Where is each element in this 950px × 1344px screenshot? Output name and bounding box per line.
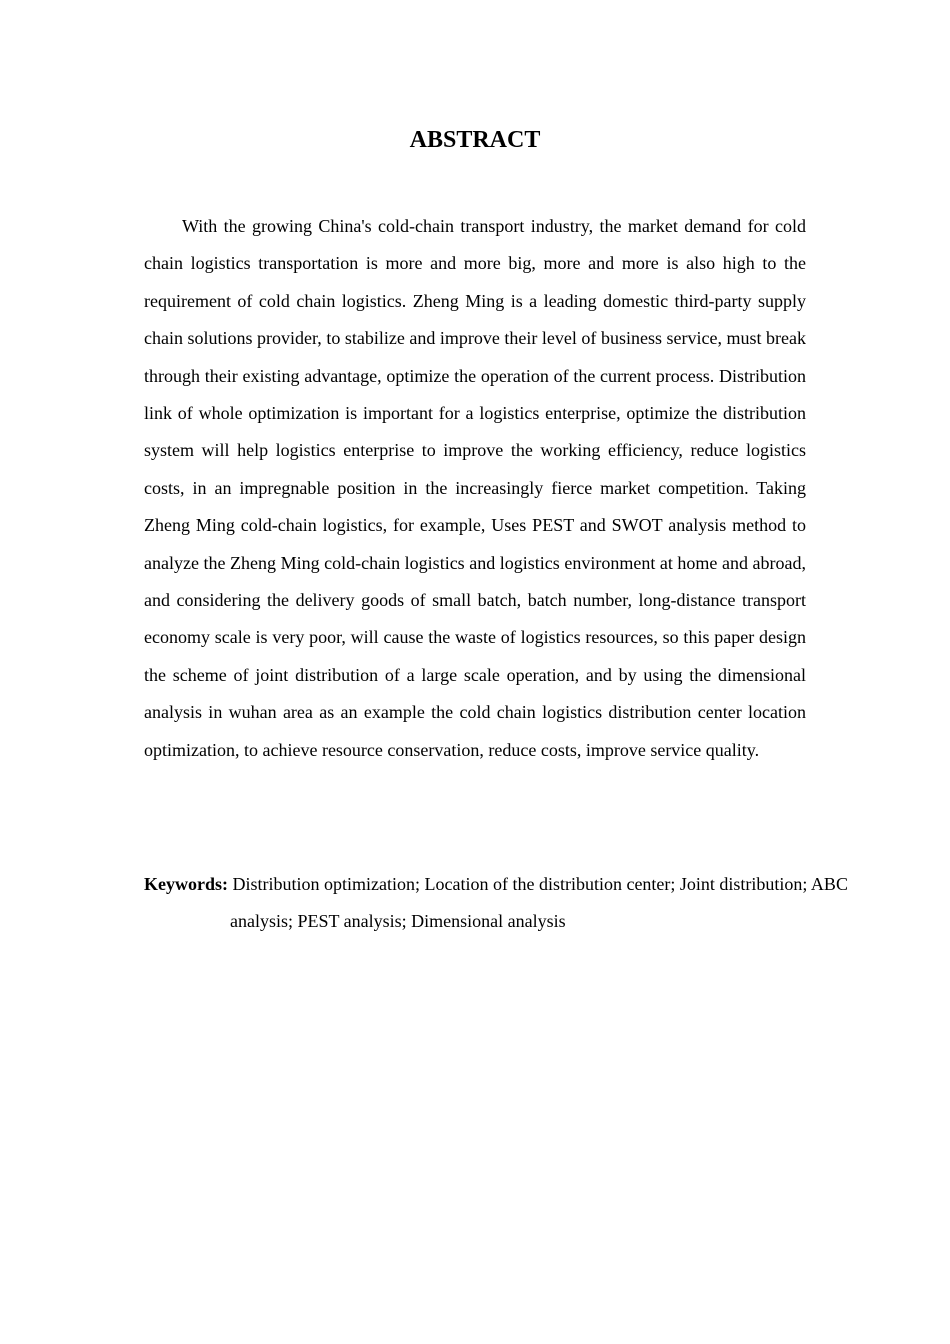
keywords-block [144, 866, 870, 940]
keywords-text: Distribution optimization; Location of the distribution center; Joint distribution; ABC analysis; PEST analysis; Dimensional analysis [230, 874, 848, 931]
keywords-label: Keywords: [144, 874, 228, 894]
page-title: ABSTRACT [409, 127, 541, 153]
abstract-paragraph: With the growing China's cold-chain transport industry, the market demand for cold chain logistics transportation is more and more big, more and more is also high to the requirement of cold chain logistics. Zheng Ming is a leading domestic third-party supply chain solutions provider, to stabilize and improve their level of business service, must break through their existing advantage, optimize the operation of the current process. Distribution link of whole optimization is important for a logistics enterprise, optimize the distribution system will help logistics enterprise to improve the working efficiency, reduce logistics costs, in an impregnable position in the increasingly fierce market competition. Taking Zheng Ming cold-chain logistics, for example, Uses PEST and SWOT analysis method to analyze the Zheng Ming cold-chain logistics and logistics environment at home and abroad, and considering the delivery goods of small batch, batch number, long-distance transport economy scale is very poor, will cause the waste of logistics resources, so this paper design the scheme of joint distribution of a large scale operation, and by using the dimensional analysis in wuhan area as an example the cold chain logistics distribution center location optimization, to achieve resource conservation, reduce costs, improve service quality. [144, 216, 806, 760]
